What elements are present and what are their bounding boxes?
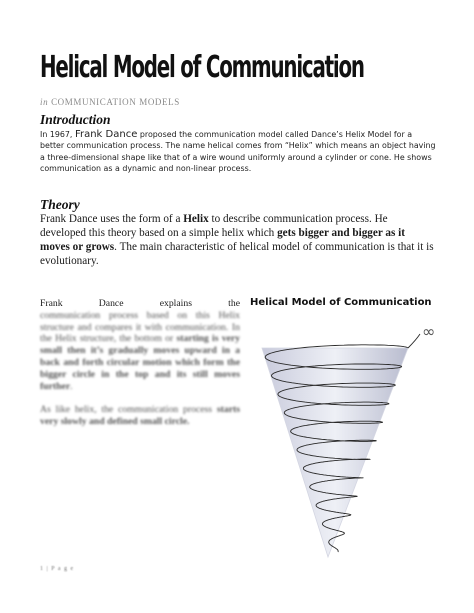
intro-text-2: proposed the communication model called Dance’s Helix Model for a better communication process. The name helical comes from “Helix” which means an object having a three-dimensional shape like that of a wire wound uniformly around a cylinder or cone. He shows communication as a dynamic and non-linear process. <box>40 130 436 173</box>
body-paragraph-2 <box>40 404 240 428</box>
category-prefix: in <box>40 97 49 107</box>
body-bold-2: starts very slowly and defined small circle. <box>40 404 240 428</box>
introduction-heading: Introduction <box>40 112 111 127</box>
theory-text-1: Frank Dance uses the form of a <box>40 213 181 225</box>
theory-text-3: . The main characteristic of helical model of communication is that it is evolutionary. <box>40 241 434 267</box>
intro-text-1: In 1967, <box>40 130 73 139</box>
theory-bold-helix: Helix <box>183 213 209 225</box>
body-bold-1: starting is very small then it’s gradually moves upward in a back and forth circular motion which form the bigger circle in the top and its still moves further <box>40 333 241 392</box>
theory-text-2: to describe communication process. He developed this theory based on a simple helix which <box>40 213 388 239</box>
category-link[interactable]: COMMUNICATION MODELS <box>51 97 180 107</box>
helix-tail-line <box>408 334 420 348</box>
theory-paragraph <box>40 212 436 268</box>
body-paragraph-1 <box>40 298 240 392</box>
helix-cone <box>262 348 408 557</box>
category-line <box>40 97 180 107</box>
body-text-1c: . <box>70 380 73 392</box>
document-title: Helical Model of Communication <box>40 50 364 85</box>
body-text-2a: As like helix, the communication process <box>40 404 213 416</box>
infinity-icon: ∞ <box>422 322 436 341</box>
theory-bold-grows: gets bigger and bigger as it moves or grows <box>40 227 405 253</box>
body-text-1a: communication process based on this Helix structure and compares it with communication. In the Helix structure, the bottom or <box>40 309 240 345</box>
introduction-paragraph <box>40 129 436 174</box>
intro-name: Frank Dance <box>74 129 138 140</box>
body-column <box>40 298 240 440</box>
helix-diagram <box>246 312 446 562</box>
theory-heading: Theory <box>40 197 80 212</box>
figure-title: Helical Model of Communication <box>250 297 432 308</box>
body-first-line: Frank Dance explains the <box>40 298 240 309</box>
page-footer: 1 | P a g e <box>40 566 75 572</box>
